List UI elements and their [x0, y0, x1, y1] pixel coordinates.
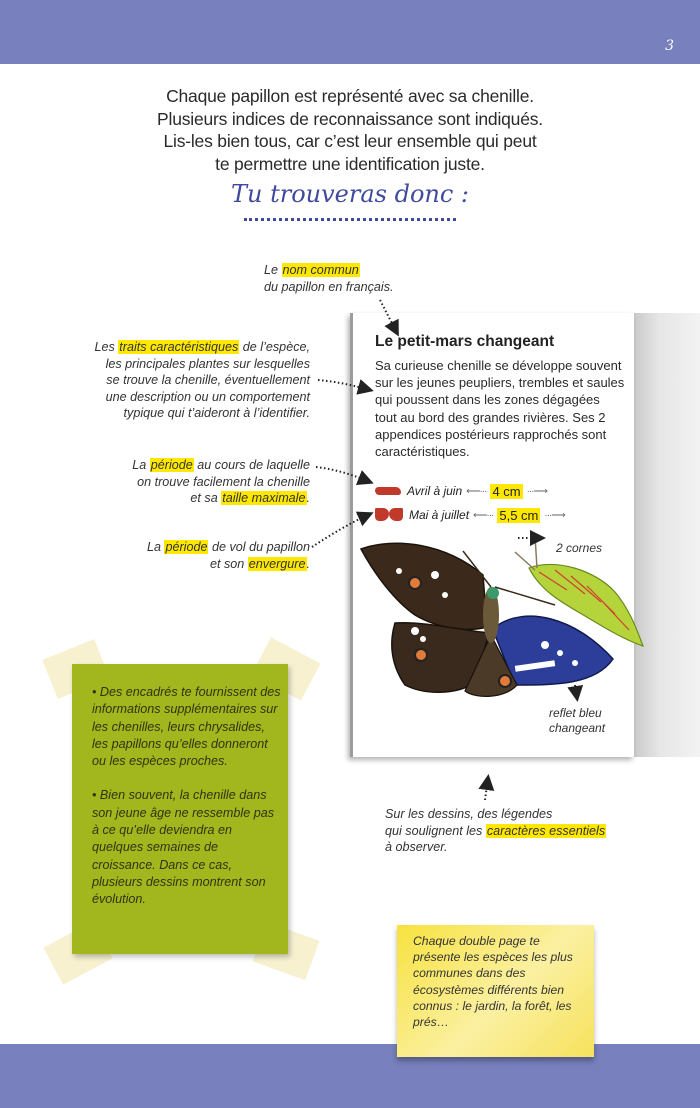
highlight: caractères essentiels [486, 823, 606, 838]
annotation-common-name: Le nom commun du papillon en français. [264, 263, 394, 294]
sticky-note-text: Chaque double page te présente les espèces les plus communes dans des écosystèmes différents bien connus : le jardin, la forêt, les prés… [413, 934, 573, 1030]
intro-line: Lis-les bien tous, car c’est leur ensemble qui peut [163, 131, 537, 151]
bottom-band [0, 1044, 700, 1108]
note-bullet: • Bien souvent, la chenille dans son jeune âge ne ressemble pas à ce qu’elle deviendra en quelques semaines de croissance. Dans ce cas, plusieurs dessins montrent son évolution. [92, 788, 275, 907]
arrow-right-icon: ···⟶ [526, 485, 547, 497]
annotation-caterpillar-period: La période au cours de laquelle on trouve facilement la chenille et sa taille maximale. [132, 458, 310, 506]
arrow-left-icon: ⟵··· [473, 509, 494, 521]
highlight: période [150, 458, 193, 472]
annotation-flight-period: La période de vol du papillon et son envergure. [146, 540, 310, 571]
species-title: Le petit-mars changeant [375, 333, 555, 350]
caterpillar-period: Avril à juin [407, 484, 463, 498]
arrow-right-icon: ···⟶ [544, 509, 565, 521]
note-bullet: • Des encadrés te fournissent des informations supplémentaires sur les chenilles, leurs chrysalides, les papillons qu’elles donneront ou les espèces proches. [92, 685, 281, 769]
intro-paragraph [100, 85, 600, 175]
arrow-left-icon: ⟵··· [466, 485, 487, 497]
page-number: 3 [665, 38, 674, 54]
section-heading: Tu trouveras donc : [230, 180, 470, 208]
top-band [0, 0, 700, 64]
annotation-legends: Sur les dessins, des légendes qui soulignent les caractères essentiels à observer. [385, 807, 606, 855]
caterpillar-size: 4 cm [492, 483, 521, 499]
intro-line: te permettre une identification juste. [215, 153, 485, 174]
highlight: taille maximale [222, 491, 306, 506]
intro-line: Plusieurs indices de reconnaissance sont indiqués. [157, 108, 543, 129]
green-info-note [72, 664, 288, 954]
butterfly-icon [375, 508, 403, 522]
intro-line: Chaque papillon est représenté avec sa chenille. [166, 86, 534, 106]
butterfly-period: Mai à juillet [409, 508, 470, 522]
caterpillar-icon [375, 487, 401, 495]
highlight: période [165, 540, 208, 554]
highlight: envergure [248, 556, 306, 571]
highlight: nom commun [282, 263, 359, 277]
label-horns: 2 cornes [556, 541, 603, 555]
annotation-traits: Les traits caractéristiques de l’espèce, les principales plantes sur lesquelles se trouve la chenille, éventuellement une description ou un comportement typique qui t’aideront à l’identifier. [94, 340, 310, 421]
caterpillar-period-row [375, 482, 551, 500]
heading-dotted-underline [244, 218, 456, 221]
highlight: traits caractéristiques [119, 340, 239, 354]
label-reflection: reflet bleu changeant [549, 706, 606, 735]
species-description: Sa curieuse chenille se développe souvent sur les jeunes peupliers, trembles et saules qui poussent dans les zones dégagées tout au bord des grandes rivières. Ses 2 appendices postérieurs rapprochés sont caractéristiques. [375, 358, 625, 460]
butterfly-wingspan: 5,5 cm [499, 507, 539, 523]
butterfly-period-row [375, 506, 569, 524]
yellow-sticky-note [397, 925, 594, 1057]
